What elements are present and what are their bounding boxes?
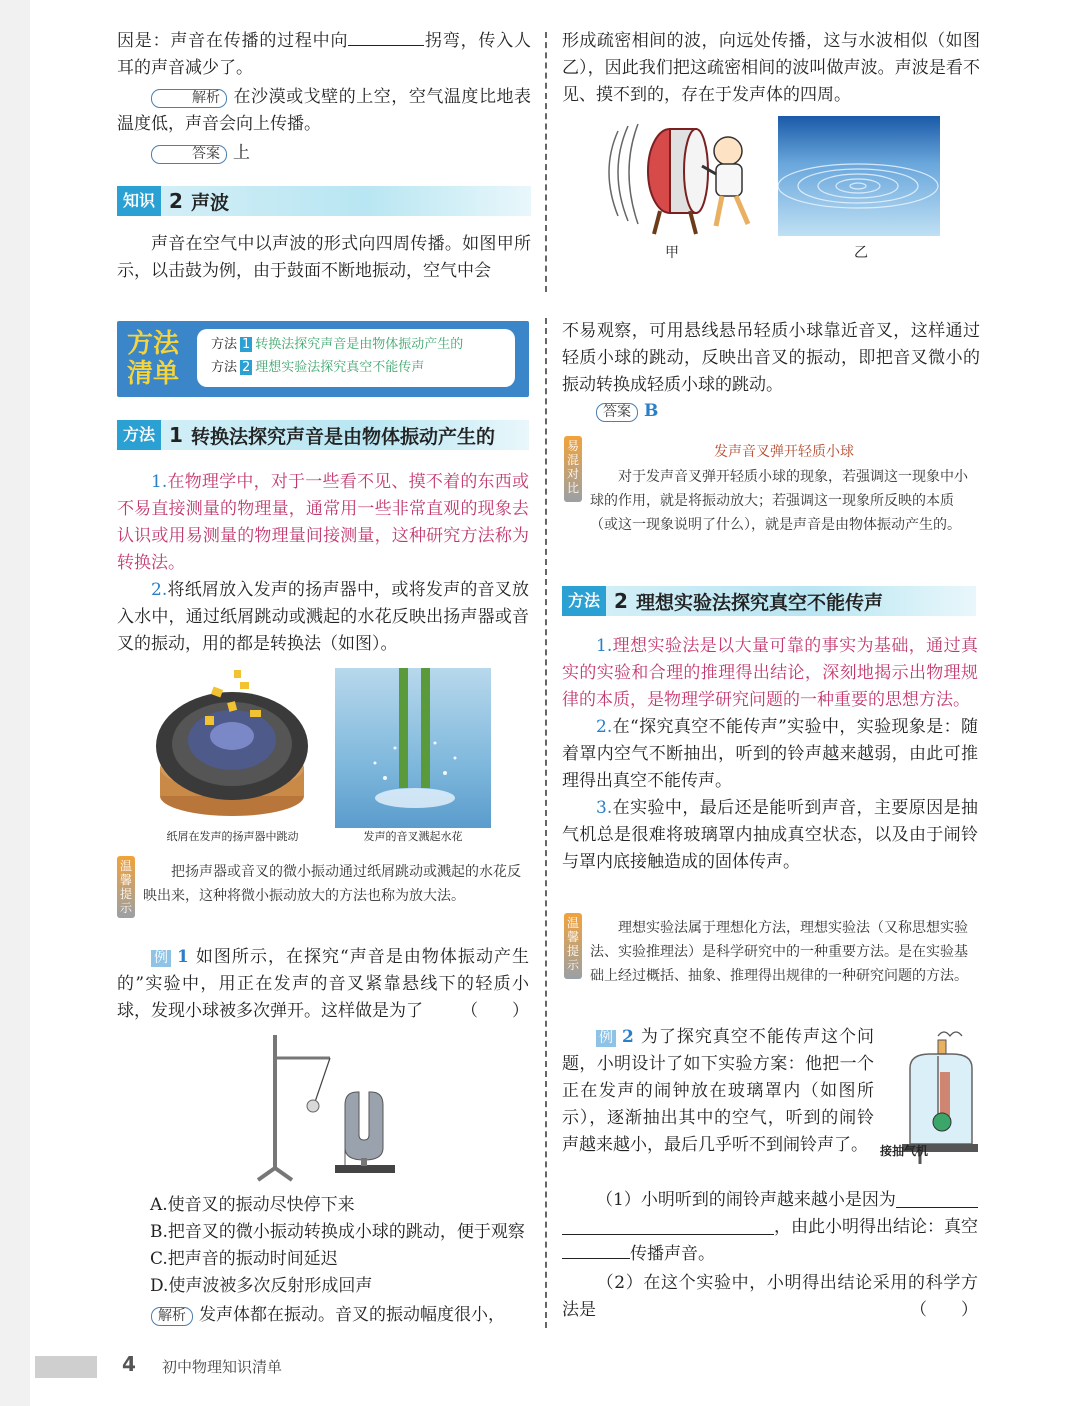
tip-text-2: 理想实验法属于理想化方法，理想实验法（又称思想实验法、实验推理法）是科学研究中的一种重要方法。是在实验基础上经过概括、抽象、推理得出规律的一种研究问题的方法。 — [590, 920, 968, 984]
answer-blank[interactable] — [348, 45, 424, 46]
method2-p3: 3.在实验中，最后还是能听到声音，主要原因是抽气机总是很难将玻璃罩内抽成真空状态，以及由于闹铃与罩内底接触造成的固体传声。 — [562, 798, 978, 872]
option-d[interactable]: D.使声波被多次反射形成回声 — [150, 1276, 373, 1296]
method-list-title: 方法 清单 — [127, 329, 180, 389]
example1-options — [150, 1192, 530, 1300]
bell-jar-label: 接抽气机 — [880, 1144, 929, 1158]
page-left-margin — [0, 0, 30, 1406]
method-list-inner — [197, 329, 515, 387]
method2-banner — [562, 586, 976, 616]
example1-paren[interactable]: （ ） — [461, 1001, 529, 1021]
right-mid-para: 不易观察，可用悬线悬吊轻质小球靠近音叉，这样通过轻质小球的跳动，反映出音叉的振动，即把音叉微小的振动转换成轻质小球的跳动。 — [562, 321, 980, 395]
example1-label: 例 — [151, 950, 171, 967]
example1-question: 例 1 如图所示，在探究“声音是由物体振动产生的”实验中，用正在发声的音叉紧靠悬线下的轻质小球，发现小球被多次弹开。这样做是为了 （ ） — [117, 944, 529, 1025]
knowledge2-para: 声音在空气中以声波的形式向四周传播。如图甲所示，以击鼓为例，由于鼓面不断地振动，空气中会 — [117, 234, 531, 281]
method1-p1: 1.在物理学中，对于一些看不见、摸不着的东西或不易直接测量的物理量，通常用一些非常直观的现象去认识或用易测量的物理量间接测量，这种研究方法称为转换法。 — [117, 472, 529, 573]
fig-yi-label: 乙 — [854, 245, 868, 261]
answer-tag: 答案 — [151, 145, 227, 164]
knowledge-number: 2 — [169, 189, 183, 213]
tip-text-1: 把扬声器或音叉的微小振动通过纸屑跳动或溅起的水花反映出来，这种将微小振动放大的方法也称为放大法。 — [143, 864, 521, 904]
method1-banner — [117, 420, 529, 450]
example2-q1: （1）小明听到的闹铃声越来越小是因为 ，由此小明得出结论：真空 传播声音。 — [562, 1187, 978, 1268]
footer-bar — [35, 1356, 97, 1378]
method1-label: 方法 — [117, 420, 161, 450]
speaker-figure — [150, 668, 315, 823]
speaker-caption: 纸屑在发声的扬声器中跳动 — [166, 830, 299, 843]
method1-number: 1 — [169, 423, 183, 447]
method2-p1: 1.理想实验法是以大量可靠的事实为基础，通过真实的实验和合理的推理得出结论，深刻地揭示出物理规律的本质，是物理学研究问题的一种重要的思想方法。 — [562, 636, 978, 710]
q1-blank-3[interactable] — [562, 1258, 630, 1259]
column-divider-bottom — [545, 318, 547, 1328]
option-a[interactable]: A.使音叉的振动尽快停下来 — [150, 1195, 355, 1215]
example2-q2: （2）在这个实验中，小明得出结论采用的科学方法是 （ ） — [562, 1270, 978, 1324]
example2-label: 例 — [596, 1030, 616, 1047]
right-mid-answer: 答案 B — [562, 398, 980, 425]
example2-paren[interactable]: （ ） — [910, 1300, 978, 1320]
option-c[interactable]: C.把声音的振动时间延迟 — [150, 1249, 338, 1269]
answer-text: 上 — [233, 143, 250, 163]
column-divider-top — [545, 32, 547, 292]
method2-p2: 2.在“探究真空不能传声”实验中，实验现象是：随着罩内空气不断抽出，听到的铃声越来越弱，由此可推理得出真空不能传声。 — [562, 717, 978, 791]
knowledge2-banner — [117, 186, 531, 216]
fork-caption: 发声的音叉溅起水花 — [363, 830, 463, 843]
fig-jia-label: 甲 — [665, 245, 679, 261]
option-b[interactable]: B.把音叉的微小振动转换成小球的跳动，便于观察 — [150, 1222, 525, 1242]
compare-title: 发声音叉弹开轻质小球 — [714, 444, 854, 460]
method-list-item-2[interactable]: 方法 2 理想实验法探究真空不能传声 — [211, 360, 425, 375]
right-mid-answer-tag: 答案 — [596, 403, 638, 422]
example2-question: 例 2 为了探究真空不能传声这个问题，小明设计了如下实验方案：他把一个正在发声的闹钟放在玻璃罩内（如图所示），逐渐抽出其中的空气，听到的闹铃声越来越小，最后几乎听不到闹铃声了。 — [562, 1027, 874, 1155]
example1-analysis-tag: 解析 — [151, 1307, 193, 1326]
book-title: 初中物理知识清单 — [162, 1358, 283, 1376]
page-number: 4 — [122, 1352, 136, 1376]
tip-label-1: 温馨提示 — [117, 856, 135, 918]
method-list-box — [117, 321, 529, 397]
method2-title: 理想实验法探究真空不能传声 — [635, 591, 883, 614]
example1-analysis: 解析 发声体都在振动。音叉的振动幅度很小， — [117, 1302, 531, 1329]
method2-body — [562, 633, 978, 876]
answer-line — [117, 140, 531, 167]
water-ripple-figure — [778, 116, 940, 236]
right-top-para: 形成疏密相间的波，向远处传播，这与水波相似（如图乙），因此我们把这疏密相间的波叫做声波。声波是看不见、摸不到的，存在于发声体的四周。 — [562, 31, 980, 105]
method2-number: 2 — [614, 589, 628, 613]
analysis-text: 在沙漠或戈壁的上空，空气温度比地表温度低，声音会向上传播。 — [117, 87, 531, 134]
drum-figure — [598, 116, 766, 236]
para-sound-bend-b: 拐弯，传入人耳的声音减少了。 — [117, 31, 532, 78]
pendulum-fork-figure — [240, 1030, 410, 1190]
method1-title: 转换法探究声音是由物体振动产生的 — [190, 425, 495, 448]
knowledge-label: 知识 — [117, 186, 161, 216]
method2-label: 方法 — [562, 586, 606, 616]
para-sound-bend-a: 因是：声音在传播的过程中向 — [117, 31, 349, 51]
method1-p2: 2.将纸屑放入发声的扬声器中，或将发声的音叉放入水中，通过纸屑跳动或溅起的水花反映出扬声器或音叉的振动，用的都是转换法（如图）。 — [117, 580, 529, 654]
para-sound-bend — [117, 28, 531, 82]
method1-body — [117, 469, 529, 658]
tip-label-2: 温馨提示 — [564, 913, 582, 979]
analysis-tag: 解析 — [151, 89, 227, 108]
knowledge-title: 声波 — [190, 191, 229, 214]
left-top-block — [117, 28, 531, 167]
compare-label: 易混对比 — [564, 436, 582, 502]
q1-blank-1[interactable] — [896, 1187, 978, 1208]
compare-text: 对于发声音叉弹开轻质小球的现象，若强调这一现象中小球的作用，就是将振动放大；若强调这一现象所反映的本质（或这一现象说明了什么），就是声音是由物体振动产生的。 — [590, 469, 968, 533]
method-list-item-1[interactable]: 方法 1 转换法探究声音是由物体振动产生的 — [211, 337, 464, 352]
q1-blank-2[interactable] — [562, 1214, 774, 1235]
analysis-line — [117, 84, 531, 138]
fork-water-figure — [335, 668, 491, 828]
